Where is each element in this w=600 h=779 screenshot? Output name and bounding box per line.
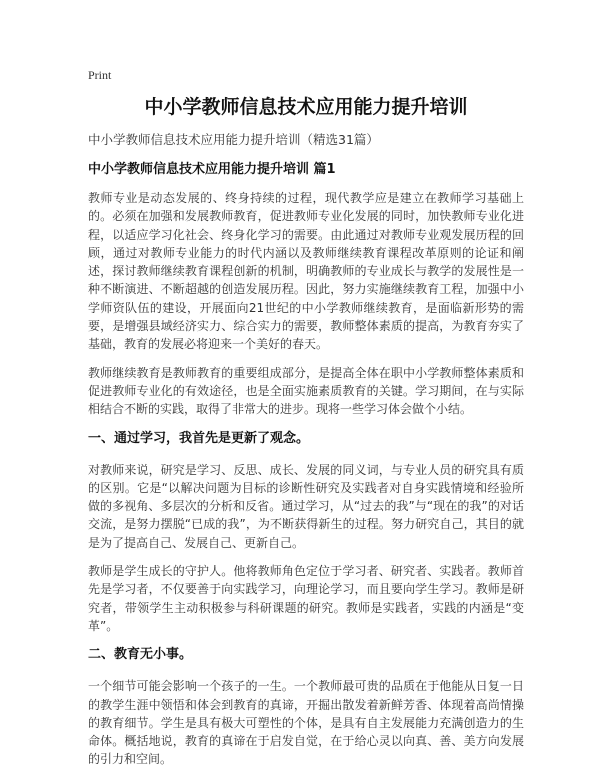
document-subtitle: 中小学教师信息技术应用能力提升培训（精选31篇） (88, 132, 379, 147)
document-title: 中小学教师信息技术应用能力提升培训 (144, 96, 468, 118)
print-link[interactable]: Print (88, 68, 112, 82)
section-title: 中小学教师信息技术应用能力提升培训 篇1 (88, 162, 336, 177)
paragraph-1: 教师专业是动态发展的、终身持续的过程，现代教学应是建立在教师学习基础上的。必须在加强和发展教师教育，促进教师专业化发展的同时，加快教师专业化进程，以适应学习化社会、终身化学习的需要。由此通过对教师专业观发展历程的回顾，通过对教师专业能力的时代内涵以及教师继续教育课程改革原则的论证和阐述，探讨教师继续教育课程创新的机制，明确教师的专业成长与教学的发展性是一种不断演进、不断超越的创造发展历程。因此，努力实施继续教育工程，加强中小学师资队伍的建设，开展面向21世纪的中小学教师继续教育，是面临新形势的需要，是增强县域经济实力、综合实力的需要，教师整体素质的提高，为教育夯实了基础，教育的发展必将迎来一个美好的春天。 (88, 191, 524, 352)
paragraph-3: 对教师来说，研究是学习、反思、成长、发展的同义词，与专业人员的研究具有质的区别。它是“以解决问题为目标的诊断性研究及实践者对自身实践情境和经验所做的多视角、多层次的分析和反省。通过学习，从“过去的我”与“现在的我”的对话交流，是努力摆脱“已成的我”，为不断获得新生的过程。努力研究自己，其目的就是为了提高自己、发展自己、更新自己。 (88, 462, 524, 550)
document-page (88, 68, 524, 779)
heading-1: 一、通过学习，我首先是更新了观念。 (88, 430, 310, 446)
paragraph-4: 教师是学生成长的守护人。他将教师角色定位于学习者、研究者、实践者。教师首先是学习者，不仅要善于向实践学习，向理论学习，而且要向学生学习。教师是研究者，带领学生主动积极参与科研课题的研究。教师是实践者，实践的内涵是“变革”。 (88, 564, 524, 633)
paragraph-5: 一个细节可能会影响一个孩子的一生。一个教师最可贵的品质在于他能从日复一日的教学生涯中领悟和体会到教育的真谛，开掘出散发着新鲜芳香、体现着高尚情操的教育细节。学生是具有极大可塑性的个体，是具有自主发展能力充满创造力的生命体。概括地说，教育的真谛在于启发自觉，在于给心灵以向真、善、美方向发展的引力和空间。 (88, 679, 524, 767)
heading-2: 二、教育无小事。 (88, 647, 193, 663)
paragraph-2: 教师继续教育是教师教育的重要组成部分，是提高全体在职中小学教师整体素质和促进教师专业化的有效途径，也是全面实施素质教育的关键。学习期间，在与实际相结合不断的实践，取得了非常大的进步。现将一些学习体会做个小结。 (88, 365, 524, 417)
